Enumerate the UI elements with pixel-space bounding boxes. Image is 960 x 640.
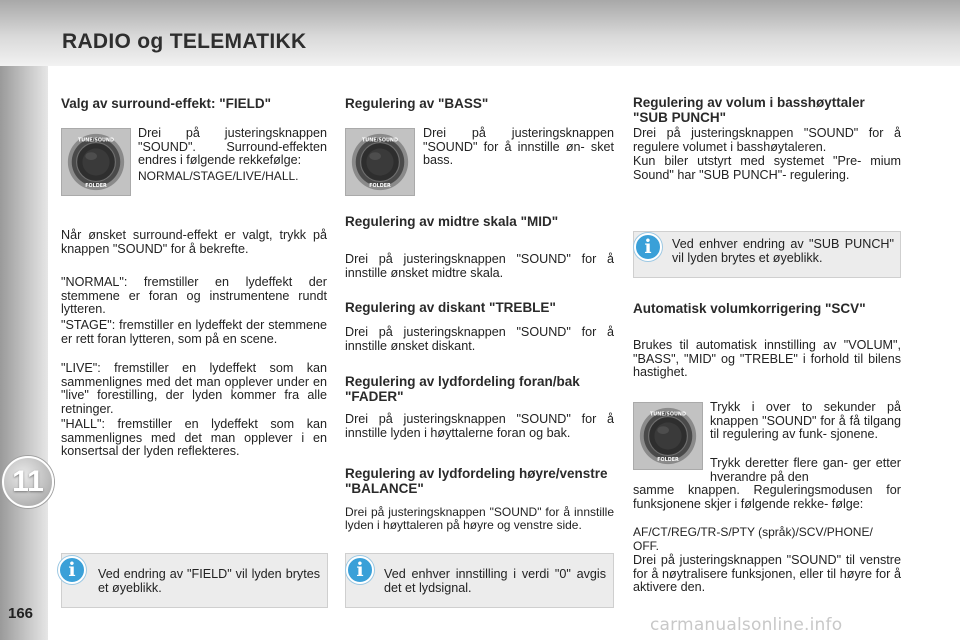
info-box-zero	[345, 553, 614, 608]
sound-knob-image	[61, 128, 131, 196]
sound-knob-image	[345, 128, 415, 196]
info-text: Ved enhver endring av "SUB PUNCH" vil lyden brytes et øyeblikk.	[672, 237, 894, 265]
fader-text: Drei på justeringsknappen "SOUND" for å innstille lyden i høyttalerne foran og bak.	[345, 412, 614, 440]
info-text: Ved endring av "FIELD" vil lyden brytes et øyeblikk.	[98, 567, 320, 595]
heading-fader: Regulering av lydfordeling foran/bak "FADER"	[345, 374, 580, 404]
info-text: Ved enhver innstilling i verdi "0" avgis det et lydsignal.	[384, 567, 606, 595]
chapter-badge: 11	[2, 456, 54, 508]
knob-bottom-label: FOLDER	[369, 183, 391, 190]
knob-top-label: TUNE/SOUND	[78, 137, 114, 144]
treble-text: Drei på justeringsknappen "SOUND" for å innstille ønsket diskant.	[345, 325, 614, 353]
knob-top-label: TUNE/SOUND	[650, 411, 686, 418]
info-box-field	[61, 553, 328, 608]
heading-mid: Regulering av midtre skala "MID"	[345, 214, 559, 229]
bass-text: Drei på justeringsknappen "SOUND" for å innstille øn- sket bass.	[423, 126, 614, 167]
field-stage-text: "STAGE": fremstiller en lydeffekt der stemmene er rett foran lytteren, som på en scene.	[61, 318, 327, 346]
knob-top-label: TUNE/SOUND	[362, 137, 398, 144]
scv-sequence: AF/CT/REG/TR-S/PTY (språk)/SCV/PHONE/ OFF.	[633, 525, 873, 553]
field-sequence: NORMAL/STAGE/LIVE/HALL.	[138, 169, 299, 183]
info-icon: i	[634, 233, 662, 261]
field-confirm-text: Når ønsket surround-effekt er valgt, trykk på knappen "SOUND" for å bekrefte.	[61, 228, 327, 256]
heading-bass: Regulering av "BASS"	[345, 96, 489, 111]
sound-knob-image	[633, 402, 703, 470]
scv-continue-text: samme knappen. Reguleringsmodusen for funksjonene skjer i følgende rekke- følge:	[633, 483, 901, 511]
knob-icon	[62, 129, 130, 195]
heading-treble: Regulering av diskant "TREBLE"	[345, 300, 556, 315]
balance-text: Drei på justeringsknappen "SOUND" for å innstille lyden i høyttaleren på høyre og venstre side.	[345, 505, 614, 532]
field-live-text: "LIVE": fremstiller en lydeffekt som kan sammenlignes med det man opplever under en "live" forestilling, der lyden kommer fra alle retninger.	[61, 361, 327, 416]
scv-knob-text-1: Trykk i over to sekunder på knappen "SOUND" for å få tilgang til regulering av funk- sjonene.	[710, 400, 901, 441]
field-hall-text: "HALL": fremstiller en lydeffekt som kan sammenlignes med det man opplever i en konsertsal der lyden reflekteres.	[61, 417, 327, 458]
scv-text: Brukes til automatisk innstilling av "VOLUM", "BASS", "MID" og "TREBLE" i forhold til bilens hastighet.	[633, 338, 901, 379]
sub-text-2: Kun biler utstyrt med systemet "Pre- mium Sound" har "SUB PUNCH"- regulering.	[633, 154, 901, 182]
info-box-sub	[633, 231, 901, 278]
sub-text-1: Drei på justeringsknappen "SOUND" for å regulere volumet i basshøytaleren.	[633, 126, 901, 154]
knob-bottom-label: FOLDER	[85, 183, 107, 190]
page-title: RADIO og TELEMATIKK	[62, 30, 307, 53]
knob-bottom-label: FOLDER	[657, 457, 679, 464]
heading-field: Valg av surround-effekt: "FIELD"	[61, 96, 272, 111]
heading-scv: Automatisk volumkorrigering "SCV"	[633, 301, 866, 316]
field-knob-text: Drei på justeringsknappen "SOUND". Surround-effekten endres i følgende rekkefølge:	[138, 126, 327, 167]
scv-knob-text-2: Trykk deretter flere gan- ger etter hverandre på den	[710, 456, 901, 484]
chapter-sidebar	[0, 66, 48, 640]
heading-balance: Regulering av lydfordeling høyre/venstre "BALANCE"	[345, 466, 608, 496]
knob-icon	[346, 129, 414, 195]
scv-final-text: Drei på justeringsknappen "SOUND" til venstre for å nøytralisere funksjonen, eller til høyre for å aktivere den.	[633, 553, 901, 594]
page-number: 166	[8, 605, 34, 622]
knob-icon	[634, 403, 702, 469]
heading-sub-punch: Regulering av volum i basshøyttaler "SUB PUNCH"	[633, 95, 865, 125]
field-normal-text: "NORMAL": fremstiller en lydeffekt der stemmene er foran og instrumentene rundt lytteren.	[61, 275, 327, 316]
info-icon: i	[346, 556, 374, 584]
mid-text: Drei på justeringsknappen "SOUND" for å innstille ønsket midtre skala.	[345, 252, 614, 280]
watermark: carmanualsonline.info	[650, 615, 843, 635]
info-icon: i	[58, 556, 86, 584]
